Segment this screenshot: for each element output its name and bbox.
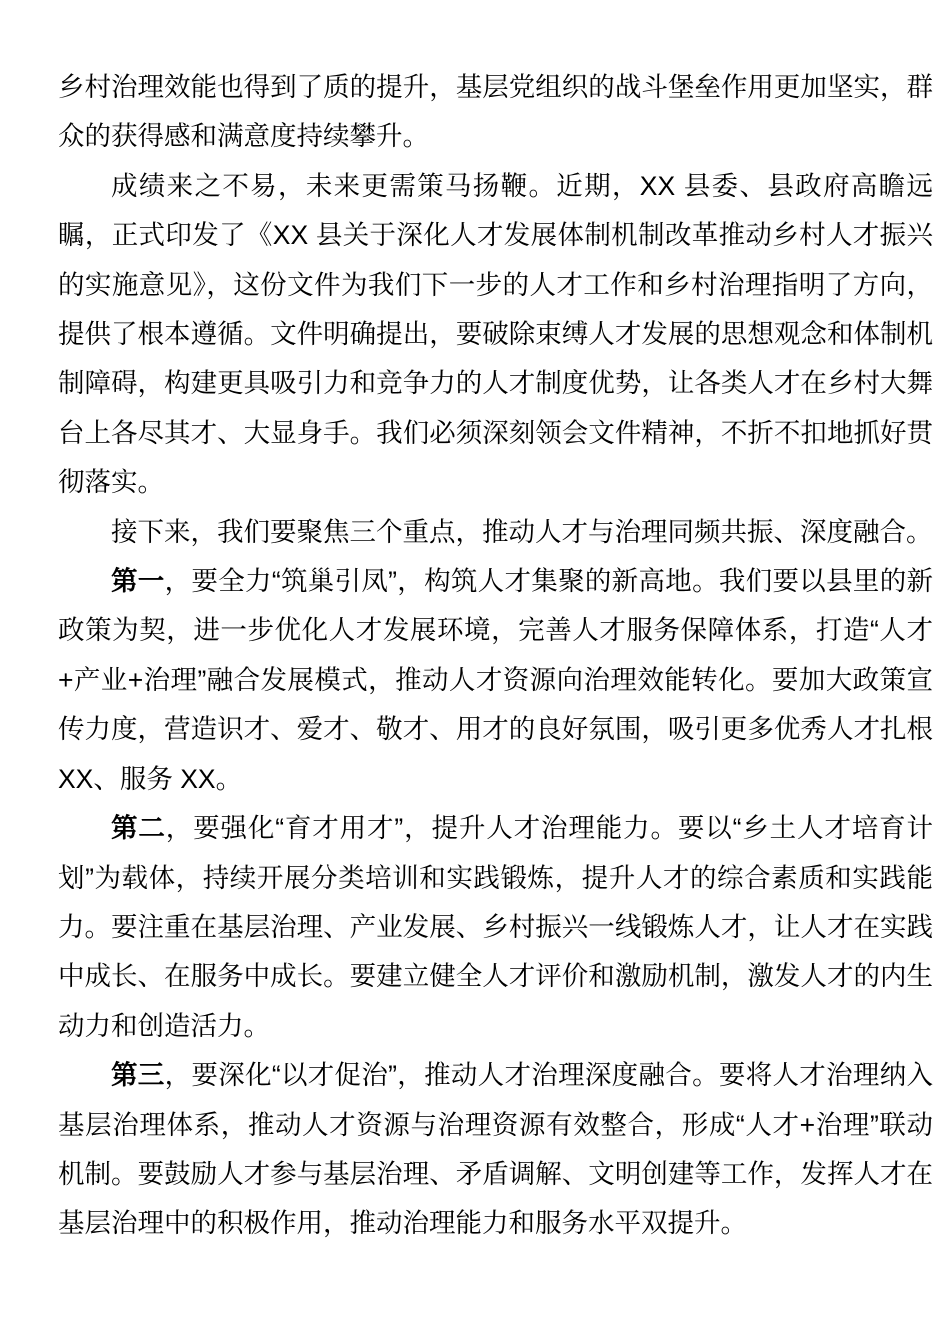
paragraph-4: 第一，要全力“筑巢引凤”，构筑人才集聚的新高地。我们要以县里的新政策为契，进一步优化人才发展环境，完善人才服务保障体系，打造“人才+产业+治理”融合发展模式，推动人才资源向治理效能转化。要加大政策宣传力度，营造识才、爱才、敬才、用才的良好氛围，吸引更多优秀人才扎根 XX、服务 XX。 bbox=[58, 566, 933, 794]
paragraph-1: 乡村治理效能也得到了质的提升，基层党组织的战斗堡垒作用更加坚实，群众的获得感和满意度持续攀升。 bbox=[58, 72, 933, 152]
paragraph-lead: 第一 bbox=[111, 566, 165, 597]
paragraph-5: 第二，要强化“育才用才”，提升人才治理能力。要以“乡土人才培育计划”为载体，持续开展分类培训和实践锻炼，提升人才的综合素质和实践能力。要注重在基层治理、产业发展、乡村振兴一线锻炼人才，让人才在实践中成长、在服务中成长。要建立健全人才评价和激励机制，激发人才的内生动力和创造活力。 bbox=[58, 813, 933, 1041]
paragraph-2: 成绩来之不易，未来更需策马扬鞭。近期，XX 县委、县政府高瞻远瞩，正式印发了《XX 县关于深化人才发展体制机制改革推动乡村人才振兴的实施意见》，这份文件为我们下一步的人才工作和乡村治理指明了方向，提供了根本遵循。文件明确提出，要破除束缚人才发展的思想观念和体制机制障碍，构建更具吸引力和竞争力的人才制度优势，让各类人才在乡村大舞台上各尽其才、大显身手。我们必须深刻领会文件精神，不折不扣地抓好贯彻落实。 bbox=[58, 170, 933, 498]
paragraph-lead: 第二 bbox=[111, 813, 166, 844]
paragraph-6: 第三，要深化“以才促治”，推动人才治理深度融合。要将人才治理纳入基层治理体系，推动人才资源与治理资源有效整合，形成“人才+治理”联动机制。要鼓励人才参与基层治理、矛盾调解、文明创建等工作，发挥人才在基层治理中的积极作用，推动治理能力和服务水平双提升。 bbox=[58, 1060, 933, 1239]
document-body bbox=[58, 0, 933, 1249]
paragraph-3: 接下来，我们要聚焦三个重点，推动人才与治理同频共振、深度融合。 bbox=[111, 516, 933, 547]
paragraph-lead: 第三 bbox=[111, 1060, 165, 1091]
